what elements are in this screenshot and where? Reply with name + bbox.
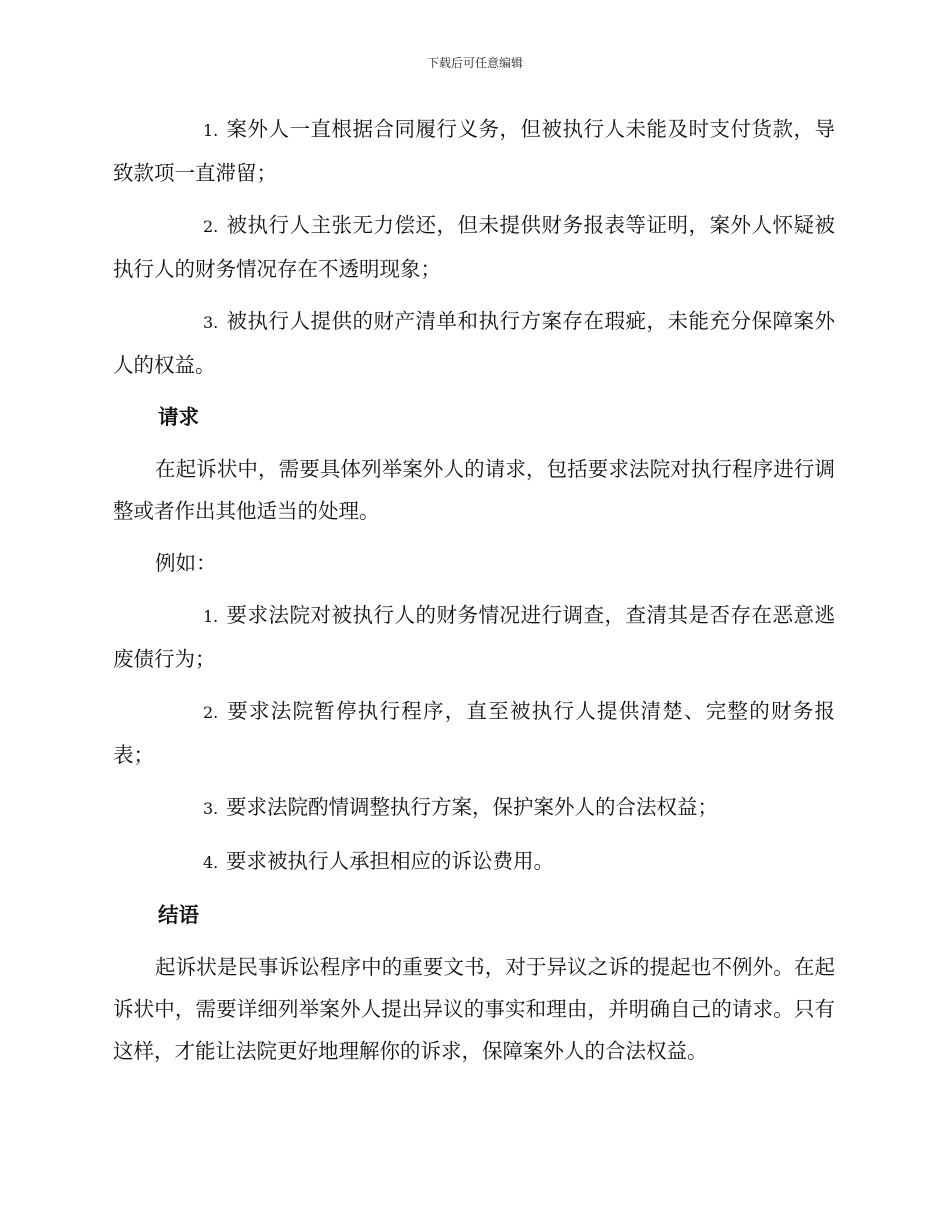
conclusion-text: 起诉状是民事诉讼程序中的重要文书，对于异议之诉的提起也不例外。在起诉状中，需要详细列举案外人提出异议的事实和理由，并明确自己的请求。只有这样，才能让法院更好地理解你的诉求，保障案外人的合法权益。 [113,955,835,1063]
request-number: 2. [203,703,219,722]
request-text: 要求法院酌情调整执行方案，保护案外人的合法权益； [226,795,718,819]
fact-item-1 [113,108,835,194]
request-text: 要求法院对被执行人的财务情况进行调查，查清其是否存在恶意逃废债行为； [113,603,835,671]
page-header: 下载后可任意编辑 [426,56,523,70]
section-heading-conclusion: 结语 [158,903,199,927]
fact-text: 被执行人提供的财产清单和执行方案存在瑕疵，未能充分保障案外人的权益。 [113,309,835,377]
request-text: 要求法院暂停执行程序，直至被执行人提供清楚、完整的财务报表； [113,699,835,767]
fact-text: 案外人一直根据合同履行义务，但被执行人未能及时支付货款，导致款项一直滞留； [113,117,835,185]
document-body [113,108,835,1072]
request-item-1 [113,594,835,680]
request-item-4 [113,840,835,884]
request-number: 1. [203,607,219,626]
section-heading-request: 请求 [158,405,199,429]
fact-number: 1. [203,121,219,140]
request-number: 4. [203,853,219,872]
fact-item-3 [113,300,835,386]
fact-number: 3. [203,313,219,332]
fact-text: 被执行人主张无力偿还，但未提供财务报表等证明，案外人怀疑被执行人的财务情况存在不透明现象； [113,213,835,281]
request-intro: 在起诉状中，需要具体列举案外人的请求，包括要求法院对执行程序进行调整或者作出其他适当的处理。 [113,457,835,523]
example-label: 例如： [155,551,217,575]
fact-item-2 [113,204,835,290]
request-number: 3. [203,799,219,818]
request-item-3 [113,786,835,830]
request-text: 要求被执行人承担相应的诉讼费用。 [226,849,554,873]
request-item-2 [113,690,835,776]
fact-number: 2. [203,217,219,236]
